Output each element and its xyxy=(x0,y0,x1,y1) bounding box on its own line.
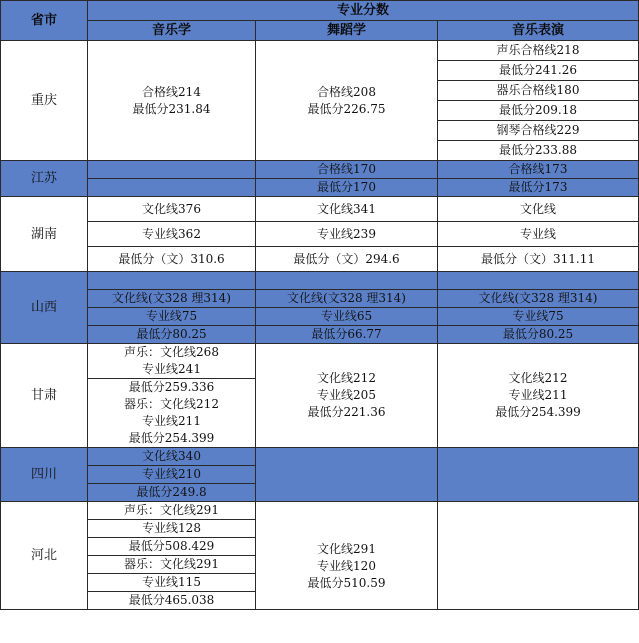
performance-score-cell: 专业线75 xyxy=(438,308,639,326)
music-score-cell: 专业线362 xyxy=(88,222,256,247)
performance-score-cell: 最低分80.25 xyxy=(438,326,639,344)
music-score-cell: 最低分249.8 xyxy=(88,484,256,502)
performance-score-cell: 最低分173 xyxy=(438,179,639,197)
music-score-cell: 专业线128 xyxy=(88,520,256,538)
dance-score-cell: 文化线(文328 理314) xyxy=(256,290,438,308)
dance-score-cell xyxy=(256,448,438,502)
performance-score-cell: 声乐合格线218 xyxy=(438,41,639,61)
province-cell: 江苏 xyxy=(1,161,88,197)
performance-score-cell: 最低分209.18 xyxy=(438,101,639,121)
dance-score-cell: 专业线239 xyxy=(256,222,438,247)
music-score-cell: 最低分465.038 xyxy=(88,592,256,610)
music-score-cell: 最低分508.429 xyxy=(88,538,256,556)
music-score-cell: 声乐：文化线291 xyxy=(88,502,256,520)
performance-score-cell: 合格线173 xyxy=(438,161,639,179)
music-header: 音乐学 xyxy=(88,21,256,41)
province-cell: 重庆 xyxy=(1,41,88,161)
table-row xyxy=(1,326,639,344)
performance-score-cell: 最低分（文）311.11 xyxy=(438,247,639,272)
performance-score-cell: 最低分233.88 xyxy=(438,141,639,161)
dance-score-cell: 专业线65 xyxy=(256,308,438,326)
music-score-cell xyxy=(88,272,256,290)
dance-header: 舞蹈学 xyxy=(256,21,438,41)
table-row xyxy=(1,502,639,520)
table-row xyxy=(1,272,639,290)
table-row xyxy=(1,161,639,179)
performance-score-cell xyxy=(438,272,639,290)
music-score-cell: 专业线75 xyxy=(88,308,256,326)
province-cell: 河北 xyxy=(1,502,88,610)
province-cell: 甘肃 xyxy=(1,344,88,448)
performance-score-cell: 文化线 xyxy=(438,197,639,222)
province-cell: 四川 xyxy=(1,448,88,502)
dance-score-cell: 文化线212 专业线205 最低分221.36 xyxy=(256,344,438,448)
performance-score-cell: 专业线 xyxy=(438,222,639,247)
music-performance-header: 音乐表演 xyxy=(438,21,639,41)
performance-score-cell xyxy=(438,448,639,502)
performance-score-cell: 文化线212 专业线211 最低分254.399 xyxy=(438,344,639,448)
music-score-cell: 声乐：文化线268 专业线241 xyxy=(88,344,256,379)
dance-score-cell: 合格线170 xyxy=(256,161,438,179)
music-score-cell: 合格线214 最低分231.84 xyxy=(88,41,256,161)
music-score-cell: 文化线(文328 理314) xyxy=(88,290,256,308)
music-score-cell xyxy=(88,161,256,179)
music-score-cell: 专业线115 xyxy=(88,574,256,592)
table-row xyxy=(1,41,639,61)
music-score-cell xyxy=(88,179,256,197)
music-score-cell: 文化线376 xyxy=(88,197,256,222)
music-score-cell: 专业线210 xyxy=(88,466,256,484)
table-row xyxy=(1,222,639,247)
province-cell: 湖南 xyxy=(1,197,88,272)
table-row xyxy=(1,448,639,466)
table-row xyxy=(1,247,639,272)
music-score-cell: 最低分259.336 器乐：文化线212 专业线211 最低分254.399 xyxy=(88,379,256,448)
table-row xyxy=(1,308,639,326)
province-cell: 山西 xyxy=(1,272,88,344)
performance-score-cell: 器乐合格线180 xyxy=(438,81,639,101)
major-score-header: 专业分数 xyxy=(88,1,639,21)
table-row xyxy=(1,290,639,308)
performance-score-cell: 文化线(文328 理314) xyxy=(438,290,639,308)
performance-score-cell xyxy=(438,502,639,610)
dance-score-cell: 最低分（文）294.6 xyxy=(256,247,438,272)
music-score-cell: 器乐：文化线291 xyxy=(88,556,256,574)
dance-score-cell xyxy=(256,272,438,290)
dance-score-cell: 最低分170 xyxy=(256,179,438,197)
table-row xyxy=(1,179,639,197)
performance-score-cell: 钢琴合格线229 xyxy=(438,121,639,141)
music-score-cell: 文化线340 xyxy=(88,448,256,466)
dance-score-cell: 文化线291 专业线120 最低分510.59 xyxy=(256,502,438,610)
table-row xyxy=(1,197,639,222)
dance-score-cell: 文化线341 xyxy=(256,197,438,222)
music-score-cell: 最低分80.25 xyxy=(88,326,256,344)
music-score-cell: 最低分（文）310.6 xyxy=(88,247,256,272)
table-row xyxy=(1,344,639,379)
performance-score-cell: 最低分241.26 xyxy=(438,61,639,81)
province-header: 省市 xyxy=(1,1,88,41)
dance-score-cell: 合格线208 最低分226.75 xyxy=(256,41,438,161)
dance-score-cell: 最低分66.77 xyxy=(256,326,438,344)
